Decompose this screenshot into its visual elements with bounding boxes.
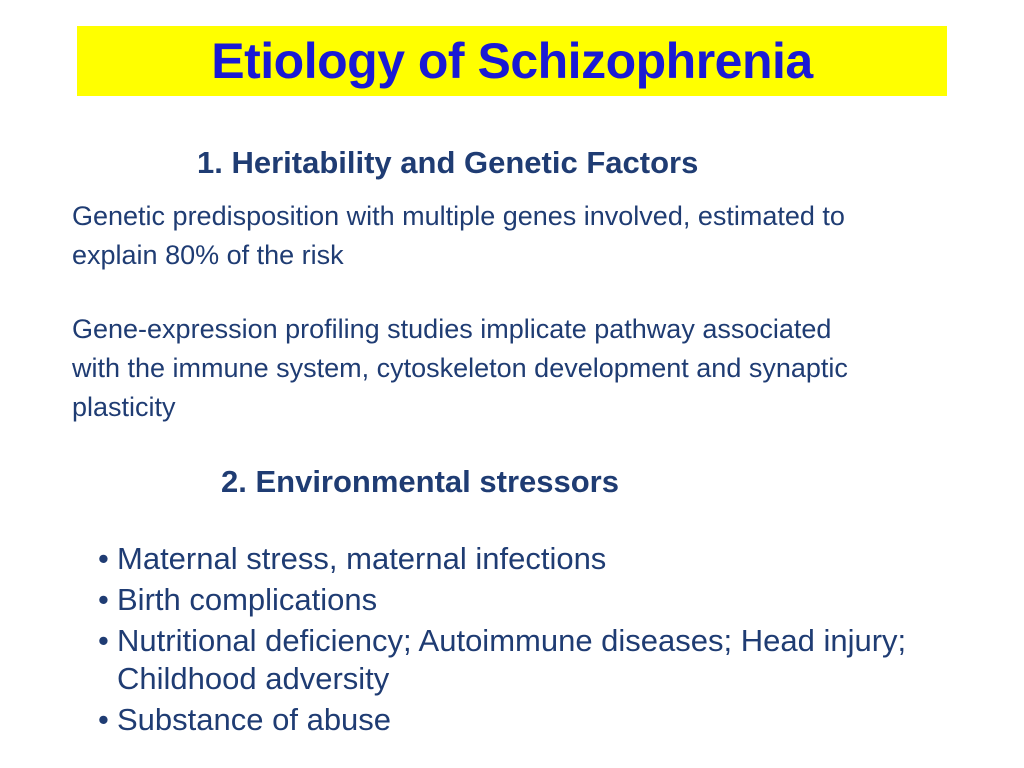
environmental-stressors-list: [98, 540, 918, 742]
list-item: [98, 701, 918, 739]
title-banner: [77, 26, 947, 96]
slide-title: Etiology of Schizophrenia: [211, 33, 813, 89]
list-item-text: Nutritional deficiency; Autoimmune diseases; Head injury; Childhood adversity: [117, 623, 907, 696]
list-item-text: Birth complications: [117, 582, 378, 617]
bullet-icon: •: [98, 702, 109, 737]
list-item: [98, 540, 918, 578]
list-item-text: Maternal stress, maternal infections: [117, 541, 607, 576]
bullet-icon: •: [98, 582, 109, 617]
bullet-icon: •: [98, 541, 109, 576]
genetics-paragraph-expression: Gene-expression profiling studies implicate pathway associated with the immune system, cytoskeleton development and synaptic plasticity: [72, 314, 848, 422]
section-heading-genetics: 1. Heritability and Genetic Factors: [197, 145, 699, 180]
list-item-text: Substance of abuse: [117, 702, 392, 737]
section-heading-environment: 2. Environmental stressors: [221, 464, 619, 499]
bullet-icon: •: [98, 623, 109, 658]
list-item: [98, 622, 918, 698]
genetics-paragraph-predisposition: Genetic predisposition with multiple genes involved, estimated to explain 80% of the risk: [72, 201, 845, 270]
list-item: [98, 581, 918, 619]
